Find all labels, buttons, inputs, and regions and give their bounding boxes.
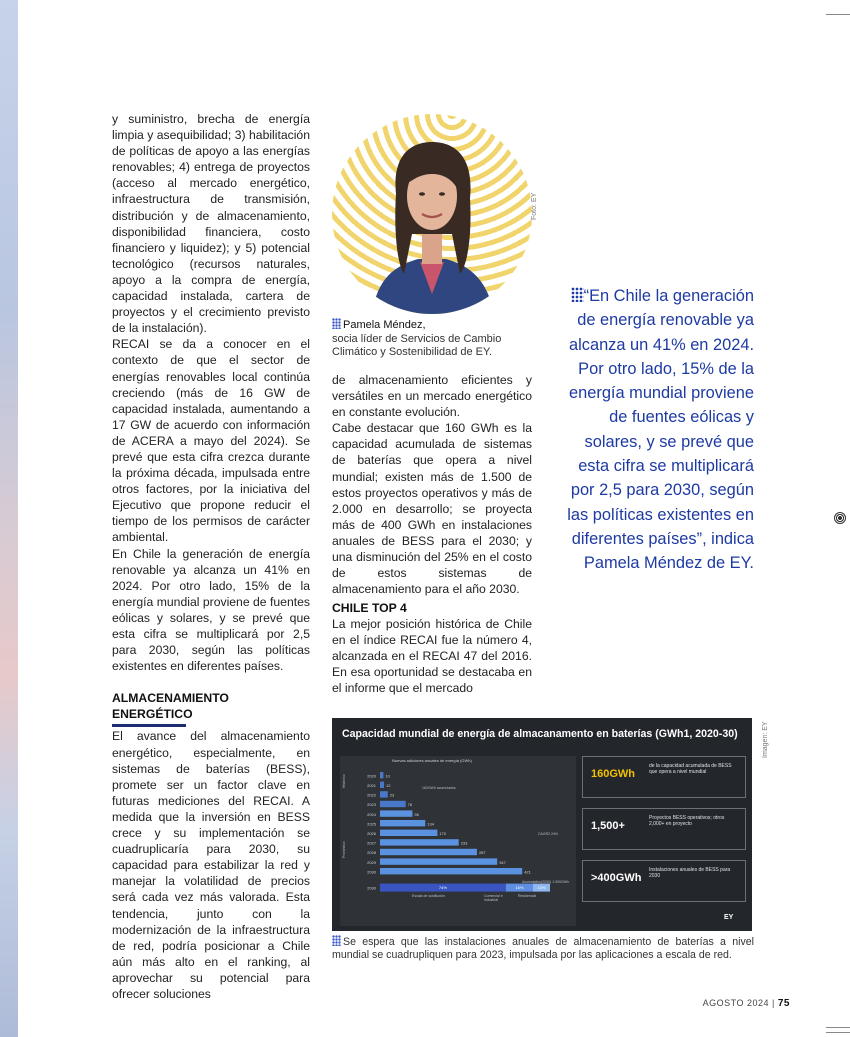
segment-label: Comercial e industrial (484, 894, 503, 902)
tick-label: 2030 (367, 869, 376, 875)
section-heading: CHILE TOP 4 (332, 601, 407, 615)
section-heading: ALMACENAMIENTO ENERGÉTICO (112, 691, 229, 722)
paragraph: de almacenamiento eficientes y versátiles en un mercado energético en constante evolución. (332, 373, 532, 420)
dots-bullet-icon (332, 935, 341, 946)
data-label: 23 (389, 792, 395, 798)
bar (380, 801, 406, 807)
infographic-title: Capacidad mundial de energía de almacanamento en baterías (GWh1, 2020-30) (332, 718, 752, 750)
paragraph: Cabe destacar que 160 GWh es la capacidad acumulada de sistemas de baterías que opera a nivel mundial; existen más de 1.500 de estos proyectos operativos y más de 2.000 en desarrollo; se proyecta más de 400 GWh en instalaciones anuales de BESS para el 2030; y una disminución del 25% en el costo de estos sistemas de almacenamiento para el año 2030. (332, 421, 532, 597)
data-label: 233 (460, 840, 468, 846)
stat-text: Proyectos BESS operativos; otros 2,000+ en proyecto (649, 815, 725, 827)
paragraph: RECAI se da a conocer en el contexto de que el sector de energías renovables local continúa creciendo (más de 16 GW de capacidad instalada, aumentando a 17 GW de acuerdo con información de ACERA a mayo del 2024). Se prevé que esta cifra crezca durante la próxima década, impulsada entre otros factores, por la iniciativa del Ejecutivo que propone reducir el tiempo de los permisos de carácter ambiental. (112, 337, 310, 545)
paragraph: La mejor posición histórica de Chile en el índice RECAI fue la número 4, alcanzada en el RECAI 47 del 2016. En esa oportunidad se destacaba en el informe que el mercado (332, 617, 532, 696)
footer-month: AGOSTO 2024 (702, 998, 769, 1008)
tick-label: 2028 (367, 850, 376, 856)
accumulated-label: 160GWh acumulados (422, 786, 456, 790)
stat-value: >400GWh (591, 872, 642, 884)
crop-mark (826, 1027, 850, 1028)
data-label: 170 (439, 831, 447, 836)
stat-text: de la capacidad acumulada de BESS que opera a nivel mundial (649, 763, 732, 775)
data-label: 287 (478, 850, 486, 856)
pull-quote (556, 284, 754, 576)
heading-rule (112, 724, 186, 727)
crop-mark (826, 14, 850, 15)
left-column (112, 111, 310, 1002)
person-role: socia líder de Servicios de Cambio Climático y Sostenibilidad de EY. (332, 332, 502, 358)
segment-label: Residencial (518, 894, 537, 898)
bar (380, 782, 384, 788)
bar (380, 772, 383, 778)
dots-bullet-icon (571, 287, 584, 302)
tick-label: 2021 (367, 783, 376, 788)
page-number: 75 (777, 998, 790, 1009)
stat-text: Instalaciones anuales de BESS para 2030 (649, 867, 731, 879)
page-footer (650, 998, 790, 1009)
ey-logo: EY (724, 914, 734, 921)
middle-column (332, 372, 532, 597)
registration-mark-icon (834, 512, 846, 524)
tick-label: 2027 (367, 840, 376, 846)
stat-value: 1,500+ (591, 820, 625, 832)
crop-mark (826, 1032, 850, 1033)
bar (380, 849, 477, 855)
data-label: 76 (407, 802, 413, 808)
cagr-label: CAGR2 24% (538, 832, 559, 836)
data-label: 10 (385, 773, 390, 779)
portrait-caption (332, 318, 532, 360)
bar (380, 791, 388, 797)
bar (380, 830, 437, 836)
stat-value: 160GWh (591, 768, 636, 780)
chart-title: Nuevas adiciones anuales de energía (GWh) (392, 758, 472, 763)
data-label: 347 (499, 859, 506, 865)
bar (380, 858, 497, 864)
tick-label: 2030 (367, 885, 376, 891)
data-label: 134 (427, 821, 434, 827)
segment-percent: 16% (515, 885, 524, 891)
segment-percent: 10% (537, 885, 546, 891)
bar (380, 839, 459, 845)
legend-2030: Acumulativo(2030) 1.900GWh (522, 880, 569, 884)
tick-label: 2020 (367, 773, 376, 779)
data-label: 12 (386, 783, 391, 788)
infographic (332, 718, 752, 931)
paragraph: En Chile la generación de energía renovable ya alcanza un 41% en 2024. Por otro lado, 15% de la energía mundial proviene de fuentes eólicas y solares, y se prevé que esta cifra se multiplicará por 2,5 para 2030, según las políticas existentes en diferentes países. (112, 546, 310, 674)
data-label: 421 (524, 869, 531, 875)
person-name: Pamela Méndez, (343, 319, 426, 331)
tick-label: 2029 (367, 859, 376, 865)
historic-label: Histórico (342, 774, 346, 788)
decorative-left-strip (0, 0, 18, 1037)
stat-box (582, 860, 746, 902)
photo-credit: Foto: EY (531, 192, 538, 220)
stat-box (582, 808, 746, 850)
data-label: 96 (414, 811, 419, 817)
chart-caption: Se espera que las instalaciones anuales de almacenamiento de baterías a nivel mundial se cuadrupliquen para 2023, impulsada por las aplicaciones a escala de red. (332, 936, 754, 962)
segment-percent: 74% (438, 885, 447, 891)
tick-label: 2023 (367, 802, 376, 808)
bar (380, 810, 412, 816)
dots-bullet-icon (332, 318, 341, 329)
tick-label: 2024 (367, 811, 376, 817)
middle-column-section (332, 600, 532, 697)
segment-label: Escala de sustitución (412, 894, 445, 898)
tick-label: 2026 (367, 831, 376, 836)
footer-separator: | (772, 998, 775, 1008)
paragraph: El avance del almacenamiento energético, especialmente, en sistemas de baterías (BESS), promete ser un factor clave en futuras mediciones del RECAI. A medida que la inversión en BESS crece y su implementación se cuadruplicaría para 2030, su capacidad para estabilizar la red y manejar la volatilidad de precios será cada vez más valorada. Esta tendencia, junto con la modernización de la infraestructura de red, podría posicionar a Chile aún más alto en el ranking, al aprovechar su potencial para ofrecer soluciones (112, 729, 310, 1001)
bar (380, 820, 425, 826)
image-credit: Imagen: EY (762, 721, 769, 758)
pull-quote-text: “En Chile la generación de energía renovable ya alcanza un 41% en 2024. Por otro lado, 15% de la energía mundial proviene de fuentes eólicas y solares, y se prevé que esta cifra se multiplicará por 2,5 para 2030, según las políticas existentes en diferentes países”, indica Pamela Méndez de EY. (567, 287, 754, 573)
portrait-photo (332, 114, 532, 314)
bar (380, 868, 522, 874)
paragraph: y suministro, brecha de energía limpia y asequibilidad; 3) habilitación de políticas de apoyo a las energías renovables; 4) entrega de proyectos (acceso al mercado energético, infraestructura de transmisión, distribución y de almacenamiento, disponibilidad financiera, costo financiero y liquidez); y 5) potencial tecnológico (recursos naturales, apoyo a la compra de energía, capacidad instalada, cartera de proyectos y el crecimiento previsto de la instalación). (112, 112, 310, 336)
tick-label: 2025 (367, 821, 376, 827)
forecast-label: Pronóstico (342, 841, 346, 858)
stat-box (582, 756, 746, 798)
tick-label: 2022 (367, 792, 376, 798)
